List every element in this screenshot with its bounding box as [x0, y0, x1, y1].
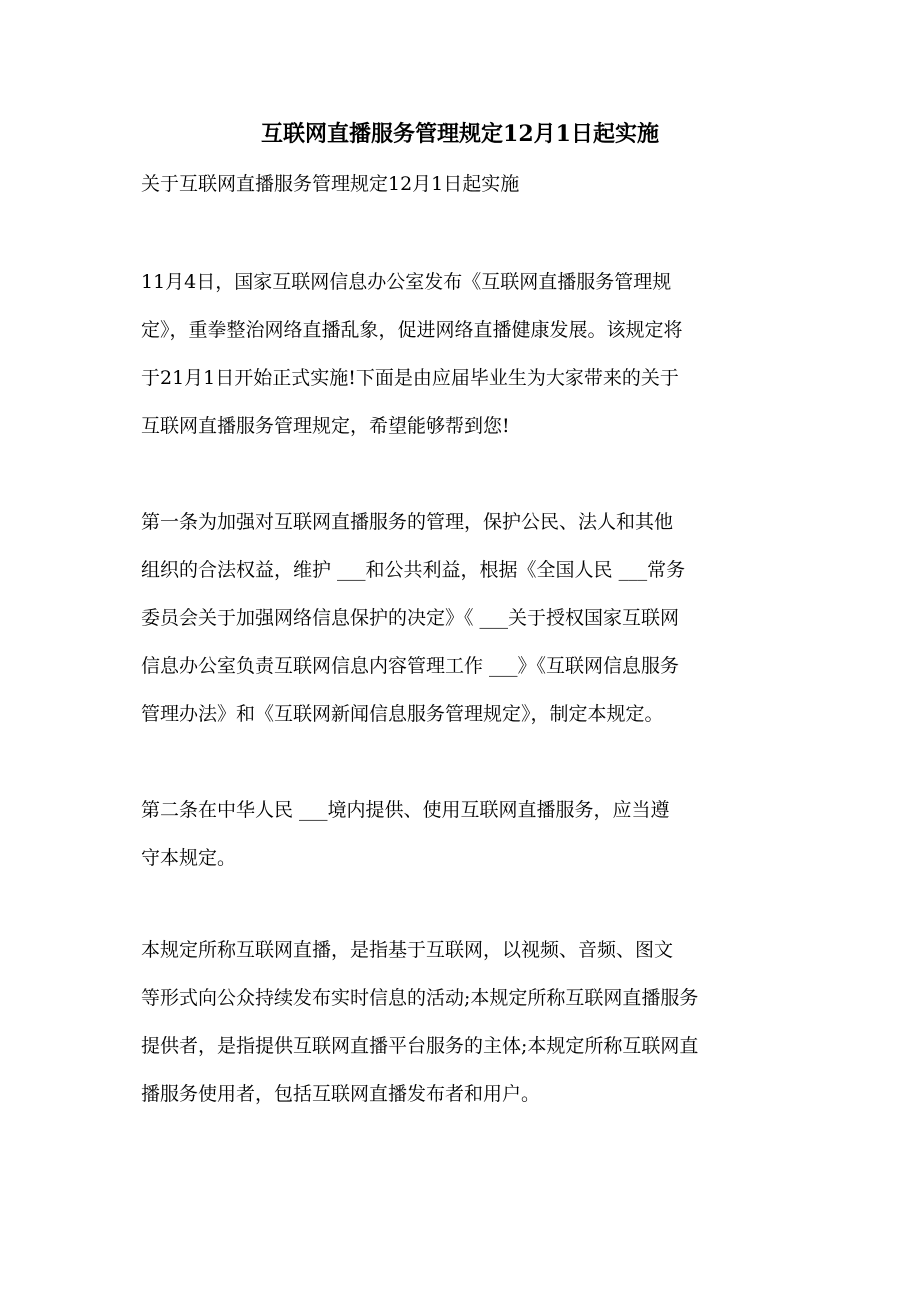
paragraph-line: 第一条为加强对互联网直播服务的管理，保护公民、法人和其他: [141, 511, 674, 533]
paragraph-line: 互联网直播服务管理规定，希望能够帮到您!: [141, 415, 510, 437]
paragraph-definitions: [141, 926, 781, 1118]
paragraph-line: 播服务使用者，包括互联网直播发布者和用户。: [141, 1083, 541, 1105]
paragraph-line: 守本规定。: [141, 847, 237, 869]
paragraph-line: 本规定所称互联网直播，是指基于互联网，以视频、音频、图文: [141, 939, 674, 961]
paragraph-line: 于21月1日开始正式实施!下面是由应届毕业生为大家带来的关于: [141, 367, 679, 389]
paragraph-line: 第二条在中华人民 ___境内提供、使用互联网直播服务，应当遵: [141, 799, 670, 821]
paragraph-line: 提供者，是指提供互联网直播平台服务的主体;本规定所称互联网直: [141, 1035, 699, 1057]
document-title: 互联网直播服务管理规定12月1日起实施: [261, 121, 659, 147]
paragraph-article-1: [141, 498, 781, 738]
paragraph-article-2: [141, 786, 781, 882]
paragraph-line: 信息办公室负责互联网信息内容管理工作 ___》《互联网信息服务: [141, 655, 680, 677]
paragraph-line: 定》，重拳整治网络直播乱象，促进网络直播健康发展。该规定将: [141, 319, 683, 341]
paragraph-intro: [141, 258, 781, 450]
document-subtitle: 关于互联网直播服务管理规定12月1日起实施: [141, 173, 520, 195]
paragraph-line: 11月4日，国家互联网信息办公室发布《互联网直播服务管理规: [141, 271, 672, 293]
paragraph-line: 管理办法》和《互联网新闻信息服务管理规定》，制定本规定。: [141, 703, 664, 725]
paragraph-line: 委员会关于加强网络信息保护的决定》《 ___关于授权国家互联网: [141, 607, 680, 629]
paragraph-line: 组织的合法权益，维护 ___和公共利益，根据《全国人民 ___常务: [141, 559, 686, 581]
paragraph-line: 等形式向公众持续发布实时信息的活动;本规定所称互联网直播服务: [141, 987, 699, 1009]
